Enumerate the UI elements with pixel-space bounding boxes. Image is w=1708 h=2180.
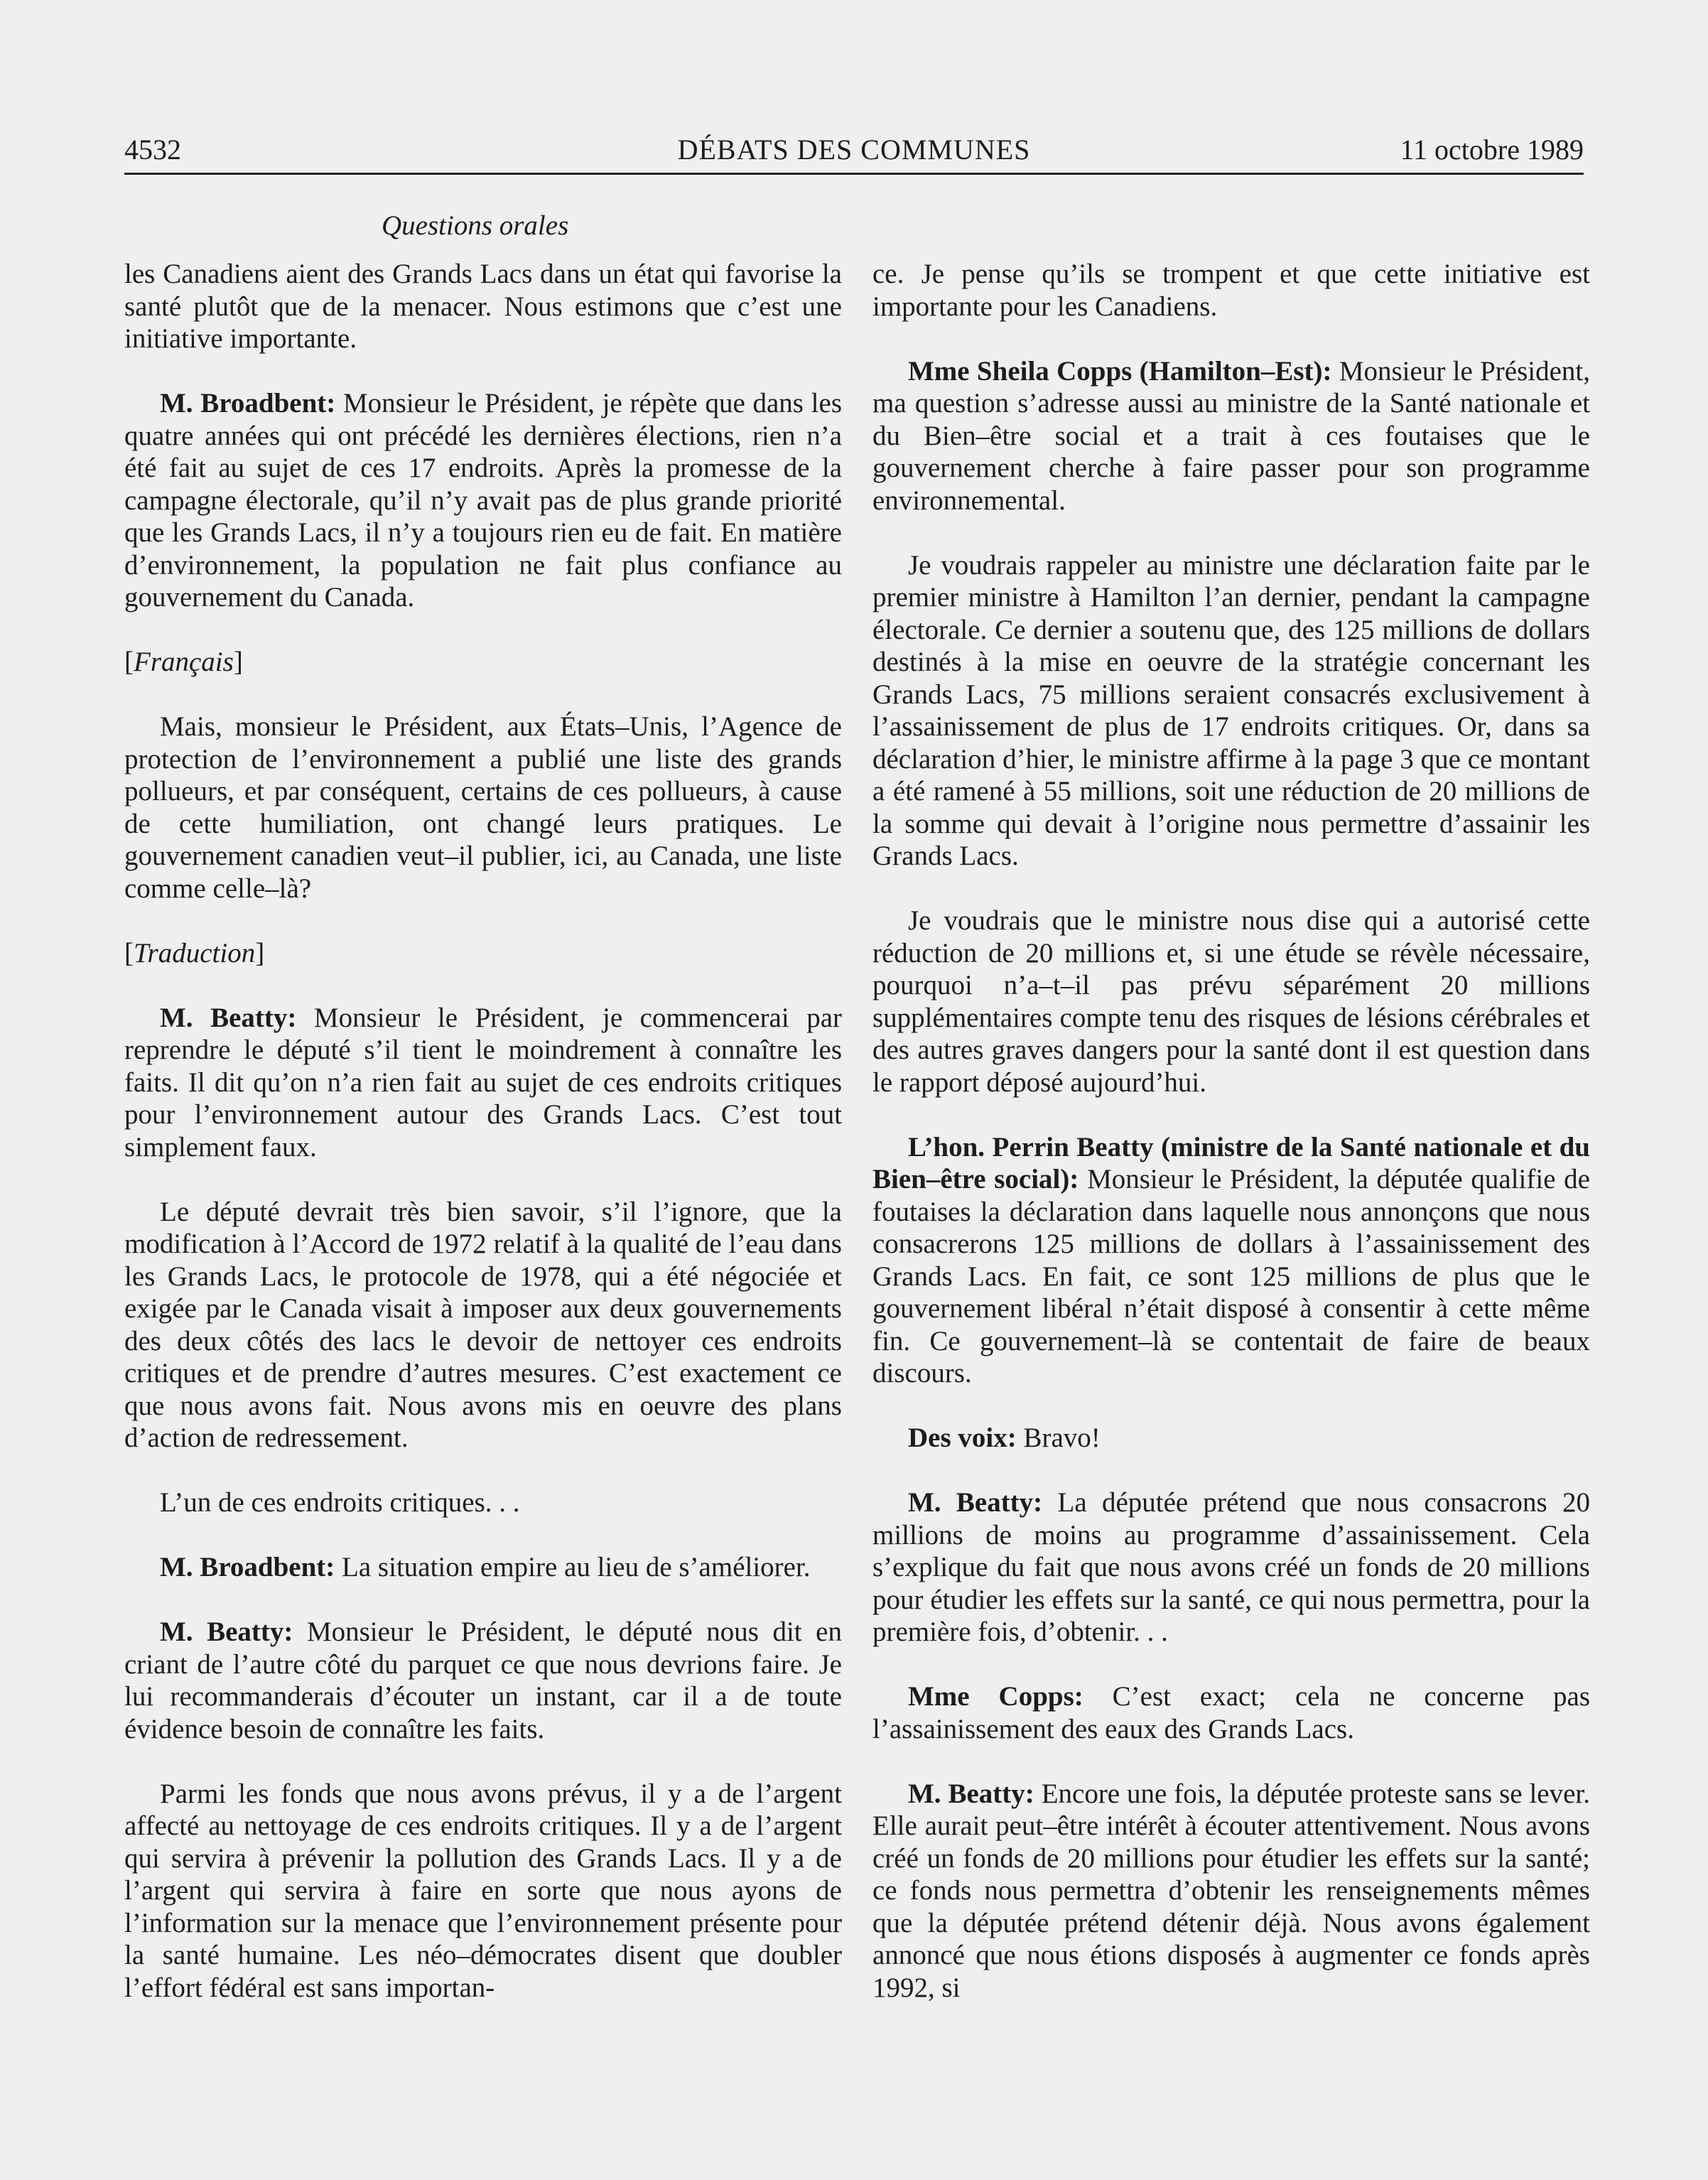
speaker: M. Beatty: [908,1778,1034,1809]
language-tag: [Traduction] [124,937,265,968]
paragraph: M. Beatty: La députée prétend que nous consacrons 20 millions de moins au programme d’assainissement. Cela s’explique du fait que nous avons créé un fonds de 20 millions pour étudier les effets sur la santé, ce qui nous permettra, pour la première fois, d’obtenir. . . [872,1487,1590,1647]
paragraph: Mme Sheila Copps (Hamilton–Est): Monsieur le Président, ma question s’adresse aussi au ministre de la Santé nationale et du Bien–être social et a trait à ces foutaises que le gouvernement cherche à faire passer pour son programme environnemental. [872,355,1590,516]
publication-title: DÉBATS DES COMMUNES [677,134,1031,166]
paragraph: les Canadiens aient des Grands Lacs dans un état qui favorise la santé plutôt que de la menacer. Nous estimons que c’est une initiative importante. [124,259,842,354]
paragraph: Mme Copps: C’est exact; cela ne concerne pas l’assainissement des eaux des Grands Lacs. [872,1681,1590,1744]
paragraph: Le député devrait très bien savoir, s’il l’ignore, que la modification à l’Accord de 1972 relatif à la qualité de l’eau dans les Grands Lacs, le protocole de 1978, qui a été négociée et exigée par le Canada visait à imposer aux deux gouvernements des deux côtés des lacs le devoir de nettoyer ces endroits critiques et de prendre d’autres mesures. C’est exactement ce que nous avons fait. Nous avons mis en oeuvre des plans d’action de redressement. [124,1196,842,1453]
language-tag: [Français] [124,647,243,677]
speaker: Mme Sheila Copps (Hamilton–Est): [908,355,1332,387]
sitting-date: 11 octobre 1989 [1400,134,1584,166]
speaker: M. Beatty: [160,1617,293,1647]
paragraph: Je voudrais que le ministre nous dise qui a autorisé cette réduction de 20 millions et, si une étude se révèle nécessaire, pourquoi n’a–t–il pas prévu séparément 20 millions supplémentaires compte tenu des risques de lésions cérébrales et des autres graves dangers pour la santé dont il est question dans le rapport déposé aujourd’hui. [872,905,1590,1098]
running-header [124,131,1584,168]
section-title: Questions orales [382,210,569,241]
speaker: M. Broadbent: [160,388,336,419]
paragraph: M. Broadbent: Monsieur le Président, je répète que dans les quatre années qui ont précédé les dernières élections, rien n’a été fait au sujet de ces 17 endroits. Après la promesse de la campagne électorale, qu’il n’y avait pas de plus grande priorité que les Grands Lacs, il n’y a toujours rien eu de fait. En matière d’environnement, la population ne fait plus confiance au gouvernement du Canada. [124,388,842,613]
header-rule [124,173,1584,175]
speaker: M. Beatty: [160,1002,297,1033]
speaker: M. Broadbent: [160,1552,335,1582]
paragraph: Je voudrais rappeler au ministre une déclaration faite par le premier ministre à Hamilton l’an dernier, pendant la campagne électorale. Ce dernier a soutenu que, des 125 millions de dollars destinés à la mise en oeuvre de la stratégie concernant les Grands Lacs, 75 millions seraient consacrés exclusivement à l’assainissement de plus de 17 endroits critiques. Or, dans sa déclaration d’hier, le ministre affirme à la page 3 que ce montant a été ramené à 55 millions, soit une réduction de 20 millions de la somme qui devait à l’origine nous permettre d’assainir les Grands Lacs. [872,549,1590,871]
speaker: Mme Copps: [908,1681,1083,1712]
paragraph: Parmi les fonds que nous avons prévus, il y a de l’argent affecté au nettoyage de ces endroits critiques. Il y a de l’argent qui servira à prévenir la pollution des Grands Lacs. Il y a de l’argent qui servira à faire en sorte que nous ayons de l’information sur la menace que l’environnement présente pour la santé humaine. Les néo–démocrates disent que doubler l’effort fédéral est sans importan- [124,1778,842,2003]
paragraph: L’un de ces endroits critiques. . . [160,1487,520,1518]
paragraph: M. Beatty: Encore une fois, la députée proteste sans se lever. Elle aurait peut–être intérêt à écouter attentivement. Nous avons créé un fonds de 20 millions pour étudier les effets sur la santé; ce fonds nous permettra d’obtenir les renseignements mêmes que la députée prétend détenir déjà. Nous avons également annoncé que nous étions disposés à augmenter ce fonds après 1992, si [872,1778,1590,2003]
paragraph: Des voix: Bravo! [908,1423,1101,1453]
paragraph: M. Beatty: Monsieur le Président, je commencerai par reprendre le député s’il tient le moindrement à connaître les faits. Il dit qu’on n’a rien fait au sujet de ces endroits critiques pour l’environnement autour des Grands Lacs. C’est tout simplement faux. [124,1002,843,1162]
speaker: L’hon. Perrin Beatty (ministre de la Santé nationale et du Bien–être social): [872,1131,1590,1194]
page-number: 4532 [124,134,181,166]
paragraph: L’hon. Perrin Beatty (ministre de la Santé nationale et du Bien–être social): Monsieur le Président, la députée qualifie de foutaises la déclaration dans laquelle nous annonçons que nous consacrerons 125 millions de dollars à l’assainissement des Grands Lacs. En fait, ce sont 125 millions de plus que le gouvernement libéral n’était disposé à consentir à cette même fin. Ce gouvernement–là se contentait de faire de beaux discours. [872,1131,1590,1388]
paragraph: M. Broadbent: La situation empire au lieu de s’améliorer. [160,1552,811,1582]
speaker: M. Beatty: [908,1487,1043,1518]
paragraph: M. Beatty: Monsieur le Président, le député nous dit en criant de l’autre côté du parquet ce que nous devrions faire. Je lui recommanderais d’écouter un instant, car il a de toute évidence besoin de connaître les faits. [124,1617,842,1744]
paragraph: ce. Je pense qu’ils se trompent et que cette initiative est importante pour les Canadiens. [872,259,1590,322]
right-column [872,258,1590,2036]
paragraph: Mais, monsieur le Président, aux États–Unis, l’Agence de protection de l’environnement a publié une liste des grands pollueurs, et par conséquent, certains de ces pollueurs, à cause de cette humiliation, ont changé leurs pratiques. Le gouvernement canadien veut–il publier, ici, au Canada, une liste comme celle–là? [124,711,842,904]
left-column [124,258,842,2036]
speaker: Des voix: [908,1423,1017,1453]
